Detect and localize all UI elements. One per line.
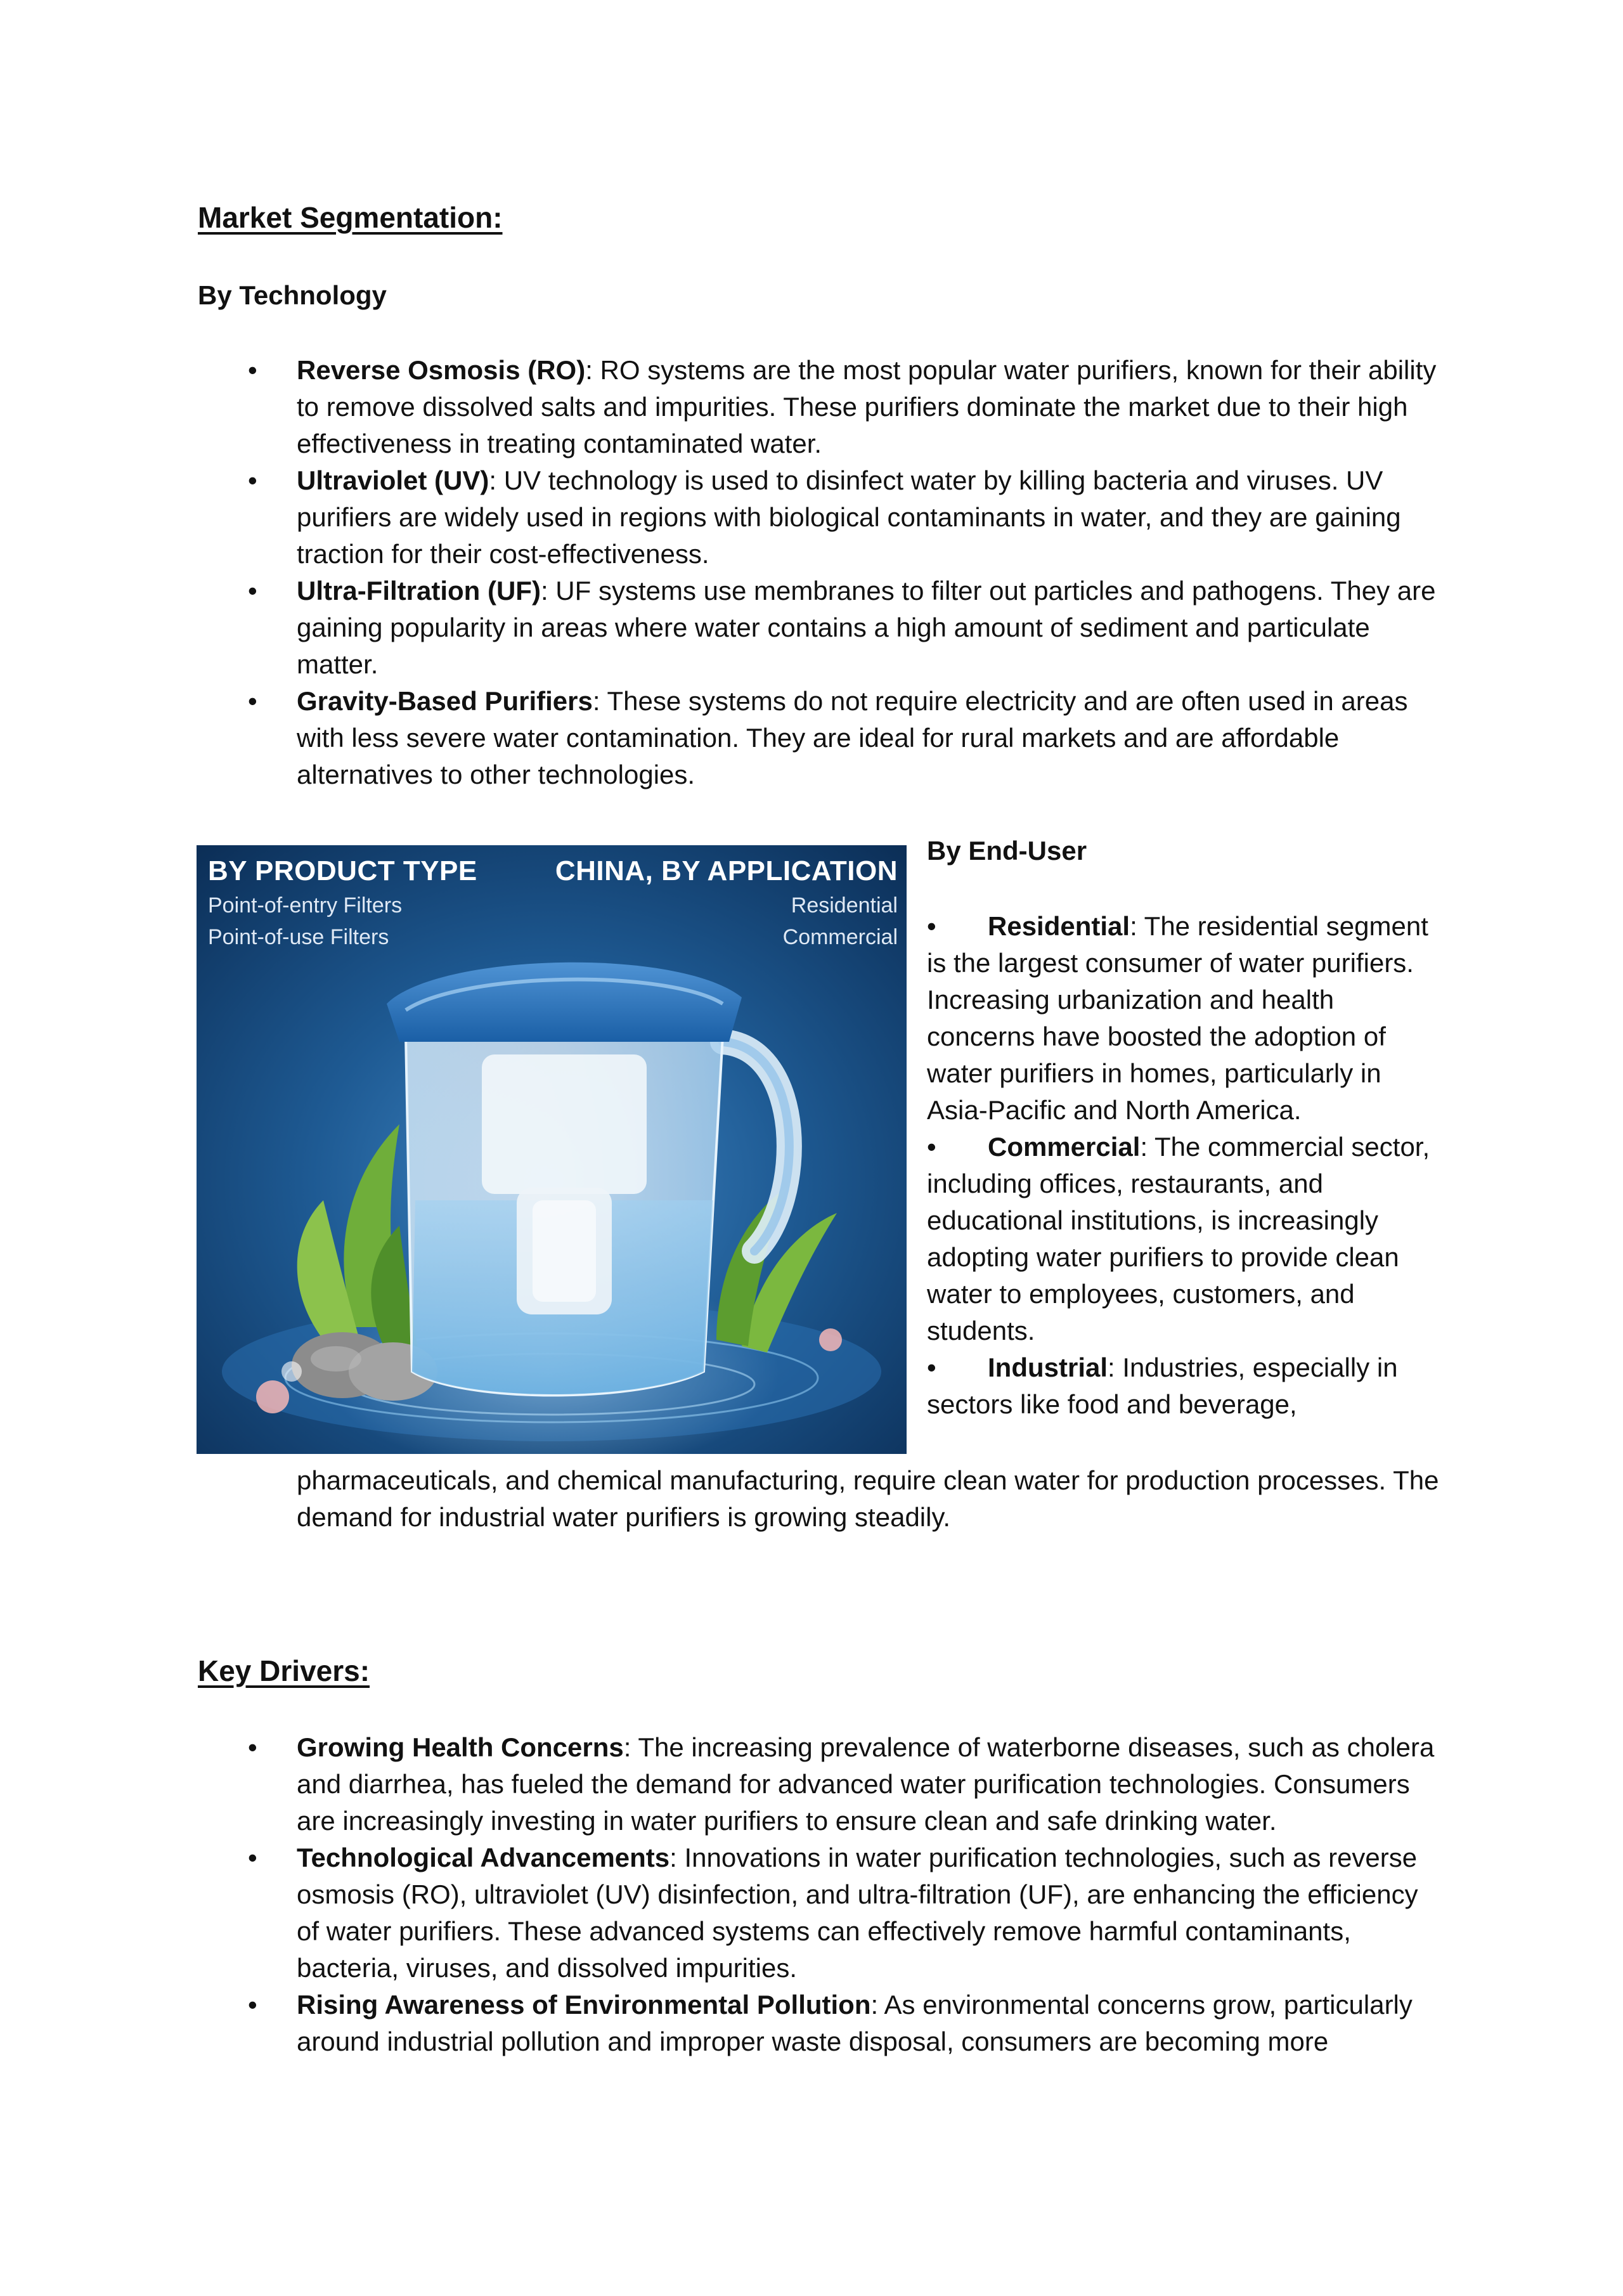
market-segmentation-heading: Market Segmentation: xyxy=(198,201,503,234)
figure-right-item: Commercial xyxy=(782,925,898,949)
bullet: • xyxy=(927,911,936,941)
item-text: : Industries, especially in sectors like food and beverage, xyxy=(927,1352,1398,1419)
item-term: Rising Awareness of Environmental Pollution xyxy=(297,1990,871,2020)
industrial-continuation-text: pharmaceuticals, and chemical manufacturing, require clean water for production processes. The demand for industrial water purifiers is growing steadily. xyxy=(297,1465,1439,1532)
list-item xyxy=(927,1129,1447,1349)
item-text: : Innovations in water purification technologies, such as reverse osmosis (RO), ultraviolet (UV) disinfection, and ultra-filtration (UF), are enhancing the efficiency of water purifiers. These advanced systems can effectively remove harmful contaminants, bacteria, viruses, and dissolved impurities. xyxy=(297,1843,1418,1983)
item-term: Residential xyxy=(988,911,1130,941)
by-technology-heading: By Technology xyxy=(198,280,387,310)
figure-left-item: Point-of-use Filters xyxy=(208,925,389,949)
list-item xyxy=(198,683,1440,793)
list-item xyxy=(198,1987,1440,2060)
end-user-list xyxy=(927,908,1447,1423)
list-item xyxy=(198,352,1440,462)
figure-right-title: CHINA, BY APPLICATION xyxy=(555,855,898,886)
item-term: Commercial xyxy=(988,1132,1141,1162)
item-text: : UF systems use membranes to filter out particles and pathogens. They are gaining popularity in areas where water contains a high amount of sediment and particulate matter. xyxy=(297,576,1436,679)
item-text: : The commercial sector, including offices, restaurants, and educational institutions, is increasingly adopting water purifiers to provide clean water to employees, customers, and students. xyxy=(927,1132,1430,1346)
bullet: • xyxy=(927,1352,936,1382)
figure-left-item: Point-of-entry Filters xyxy=(208,893,403,918)
item-text: : The residential segment is the largest consumer of water purifiers. Increasing urbanization and health concerns have boosted the adoption of water purifiers in homes, particularly in Asia-Pacific and North America. xyxy=(927,911,1428,1125)
item-text: : As environmental concerns grow, particularly around industrial pollution and improper waste disposal, consumers are becoming more xyxy=(297,1990,1413,2056)
list-item xyxy=(198,1729,1440,1839)
list-item xyxy=(927,908,1447,1129)
item-text: : RO systems are the most popular water purifiers, known for their ability to remove dissolved salts and impurities. These purifiers dominate the market due to their high effectiveness in treating contaminated water. xyxy=(297,355,1437,458)
item-term: Ultraviolet (UV) xyxy=(297,465,489,495)
item-term: Industrial xyxy=(988,1352,1108,1382)
figure-right-item: Residential xyxy=(791,893,898,918)
figure-left-title: BY PRODUCT TYPE xyxy=(208,855,477,886)
drivers-list xyxy=(198,1729,1440,2060)
item-term: Reverse Osmosis (RO) xyxy=(297,355,586,385)
list-item xyxy=(198,1839,1440,1987)
list-item xyxy=(927,1349,1447,1423)
technology-list xyxy=(198,352,1440,793)
list-item xyxy=(198,573,1440,683)
item-term: Ultra-Filtration (UF) xyxy=(297,576,541,606)
item-text: : The increasing prevalence of waterborne diseases, such as cholera and diarrhea, has fueled the demand for advanced water purification technologies. Consumers are increasingly investing in water purifiers to ensure clean and safe drinking water. xyxy=(297,1732,1435,1836)
item-term: Growing Health Concerns xyxy=(297,1732,624,1762)
key-drivers-heading: Key Drivers: xyxy=(198,1654,370,1687)
by-end-user-heading: By End-User xyxy=(927,836,1087,866)
item-text: : These systems do not require electricity and are often used in areas with less severe water contamination. They are ideal for rural markets and are affordable alternatives to other technologies. xyxy=(297,686,1408,789)
list-item xyxy=(198,462,1440,573)
item-text: : UV technology is used to disinfect water by killing bacteria and viruses. UV purifiers are widely used in regions with biological contaminants in water, and they are gaining traction for their cost-effectiveness. xyxy=(297,465,1401,569)
item-term: Technological Advancements xyxy=(297,1843,670,1872)
item-term: Gravity-Based Purifiers xyxy=(297,686,593,716)
bullet: • xyxy=(927,1132,936,1162)
water-pitcher-figure xyxy=(197,845,907,1454)
